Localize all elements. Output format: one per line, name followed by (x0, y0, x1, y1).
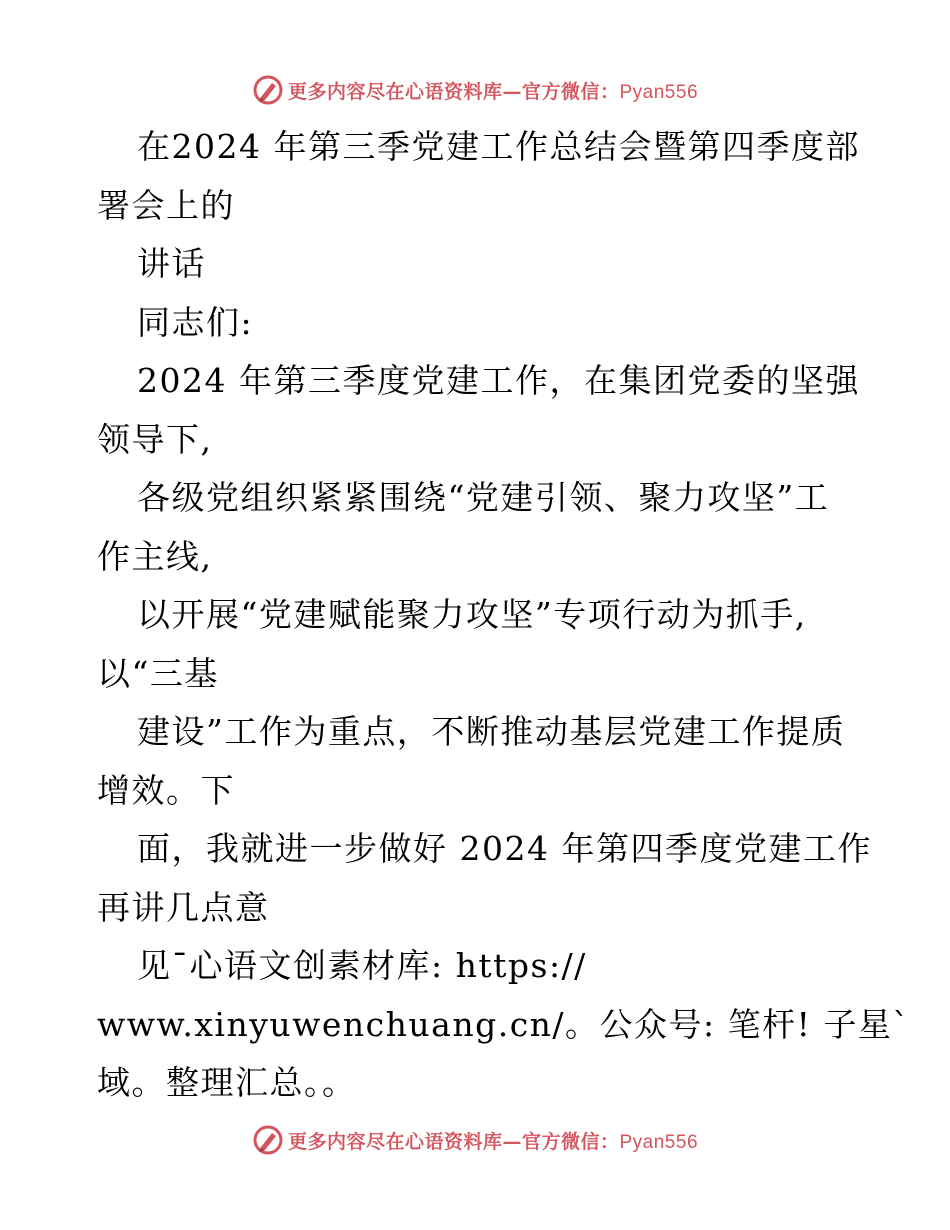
banner-prefix: 更多内容尽在心语资料库—官方微信： (287, 1130, 620, 1153)
paragraph-line: 2024 年第三季度党建工作，在集团党委的坚强 (137, 361, 860, 400)
paragraph-line: 领导下, (97, 419, 213, 459)
pen-seal-icon (252, 74, 284, 106)
paragraph-line: 面，我就进一步做好 2024 年第四季度党建工作 (137, 829, 872, 868)
paragraph-line: 各级党组织紧紧围绕“党建引领、聚力攻坚”工 (137, 478, 830, 517)
paragraph-line: 域。整理汇总。。 (97, 1063, 357, 1102)
paragraph-line: 以“三基 (97, 653, 219, 693)
header-banner (0, 70, 950, 110)
banner-prefix: 更多内容尽在心语资料库—官方微信： (287, 80, 620, 103)
title-line: 署会上的 (97, 185, 235, 225)
banner-account: Pyan556 (619, 81, 699, 103)
banner-text (288, 77, 698, 104)
paragraph-line: 建设”工作为重点，不断推动基层党建工作提质 (137, 712, 846, 751)
footer-banner (0, 1120, 950, 1160)
title-line: 在2024 年第三季党建工作总结会暨第四季度部 (137, 127, 860, 166)
paragraph-line: 增效。下 (97, 770, 235, 810)
paragraph-line: 作主线, (97, 536, 213, 576)
paragraph-line: 以开展“党建赋能聚力攻坚”专项行动为抓手, (137, 595, 807, 634)
pen-seal-icon (252, 1124, 284, 1156)
banner-account: Pyan556 (619, 1131, 699, 1153)
banner-text (288, 1127, 698, 1154)
paragraph-line: 再讲几点意 (97, 887, 270, 927)
document-body (97, 118, 911, 1113)
paragraph-line: www.xinyuwenchuang.cn/。公众号: 笔杆! 子星` (97, 1004, 911, 1044)
paragraph-line: 见¯心语文创素材库: https:// (137, 946, 587, 985)
salutation: 同志们: (137, 302, 254, 342)
title-line: 讲话 (137, 244, 206, 283)
